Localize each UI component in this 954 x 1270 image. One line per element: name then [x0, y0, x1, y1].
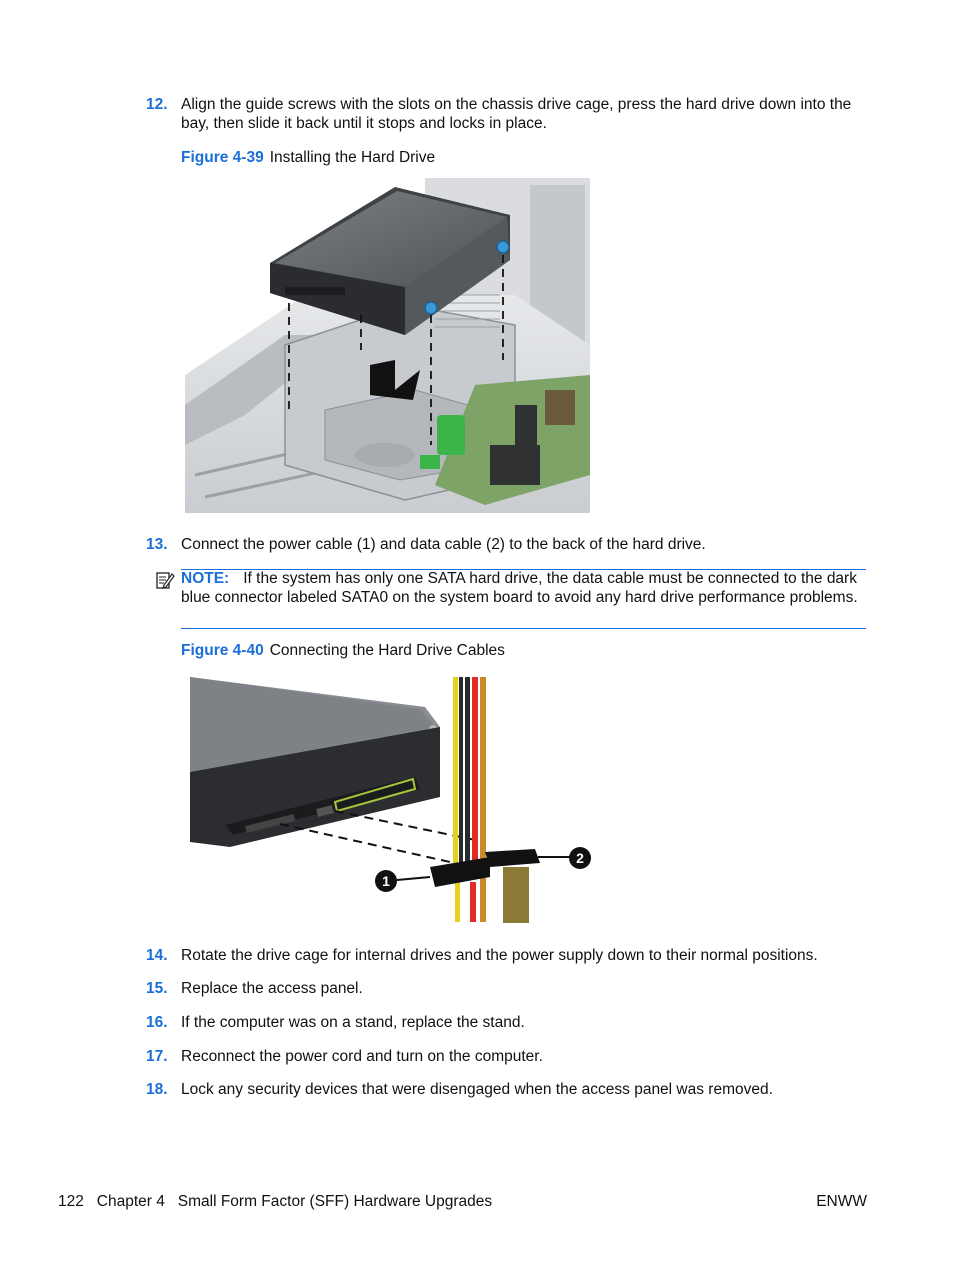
step-number: 12.: [146, 96, 168, 113]
note-label: NOTE:: [181, 570, 230, 587]
footer-page-info: 122 Chapter 4 Small Form Factor (SFF) Hardware Upgrades: [58, 1193, 493, 1210]
step-text: Replace the access panel.: [181, 980, 363, 997]
step-number: 17.: [146, 1048, 168, 1065]
figure-caption-4-40: [181, 641, 505, 660]
step-text: Rotate the drive cage for internal drives and the power supply down to their normal positions.: [181, 947, 818, 964]
step-text: Align the guide screws with the slots on the chassis drive cage, press the hard drive down into the bay, then slide it back until it stops and locks in place.: [181, 96, 852, 132]
step-number: 15.: [146, 980, 168, 997]
step-number: 13.: [146, 536, 168, 553]
step-number: 18.: [146, 1081, 168, 1098]
hard-drive-installation-illustration: [185, 175, 595, 513]
note-bottom-rule: [181, 628, 866, 629]
step-text: Lock any security devices that were disengaged when the access panel was removed.: [181, 1081, 773, 1098]
figure-title: Connecting the Hard Drive Cables: [269, 642, 505, 659]
step-text: Connect the power cable (1) and data cable (2) to the back of the hard drive.: [181, 536, 706, 553]
note: [181, 569, 866, 607]
note-pencil-icon: [155, 570, 175, 590]
hard-drive-cables-illustration: [185, 677, 595, 923]
callout-2-label: 2: [576, 850, 584, 866]
step-text: Reconnect the power cord and turn on the computer.: [181, 1048, 543, 1065]
figure-label: Figure 4-40: [181, 642, 264, 659]
step-number: 14.: [146, 947, 168, 964]
note-body: If the system has only one SATA hard drive, the data cable must be connected to the dark blue connector labeled SATA0 on the system board to avoid any hard drive performance problems.: [181, 570, 858, 606]
footer-locale: ENWW: [816, 1193, 867, 1210]
figure-caption-4-39: [181, 148, 435, 167]
step-number: 16.: [146, 1014, 168, 1031]
figure-title: Installing the Hard Drive: [269, 149, 436, 166]
figure-label: Figure 4-39: [181, 149, 264, 166]
callout-1-label: 1: [382, 873, 390, 889]
step-text: If the computer was on a stand, replace the stand.: [181, 1014, 525, 1031]
